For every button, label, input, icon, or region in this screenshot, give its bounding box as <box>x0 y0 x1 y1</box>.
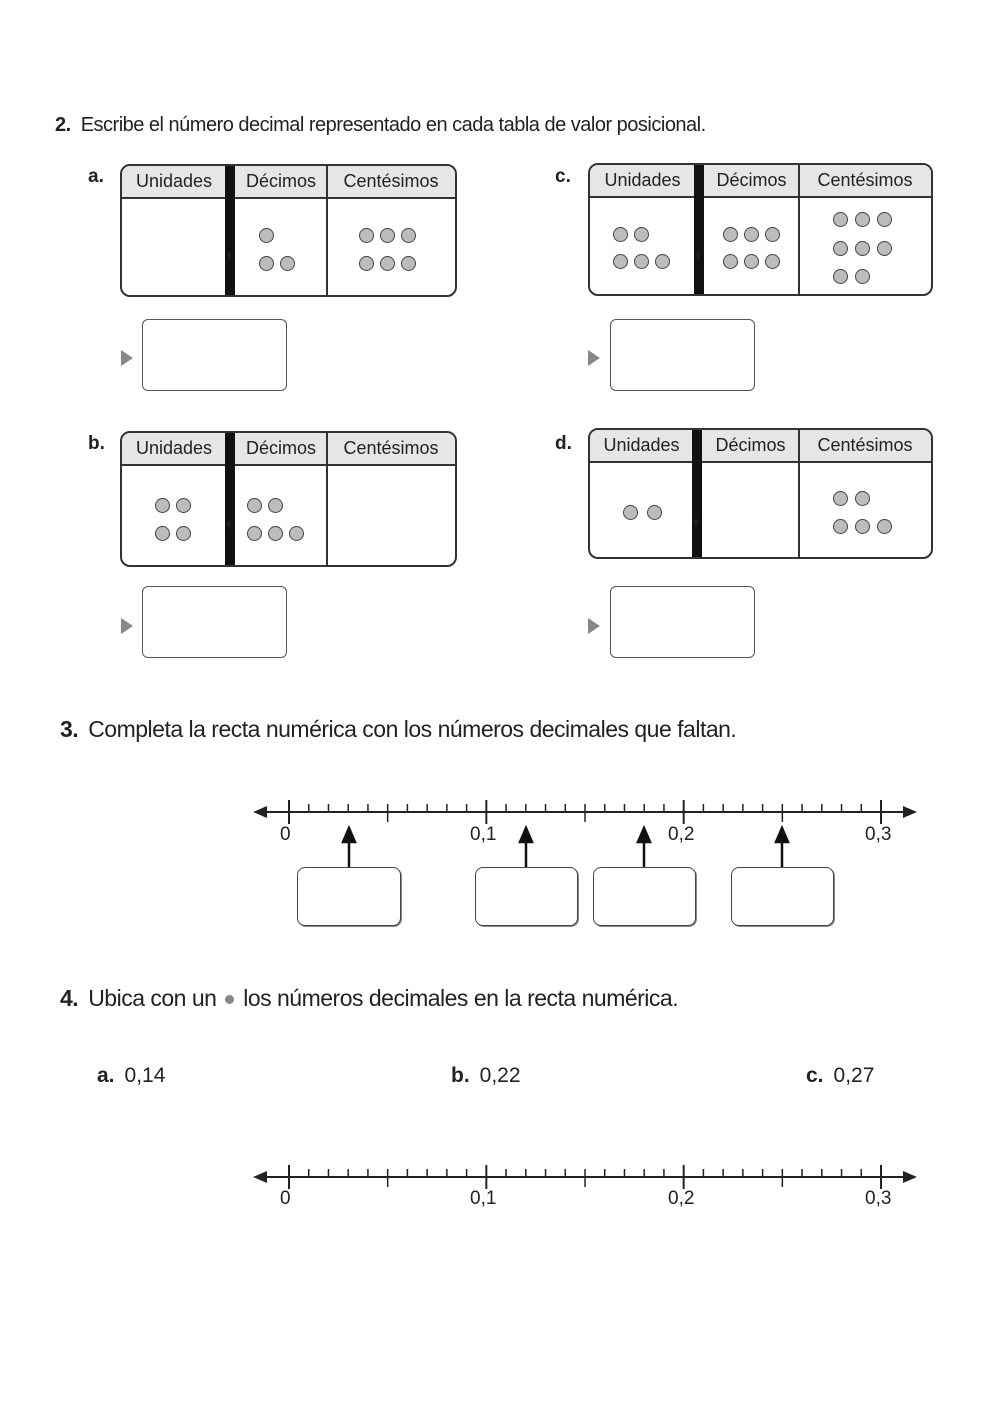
decimal-separator-bar <box>225 166 235 295</box>
counter-dot <box>176 498 191 513</box>
dot-marker-icon <box>225 995 234 1004</box>
place-value-table-b <box>120 431 457 567</box>
counter-dot <box>877 519 892 534</box>
q4-item-c <box>806 1064 874 1088</box>
place-value-table-d <box>588 428 933 559</box>
counter-dot <box>155 526 170 541</box>
q4-item-b-letter: b. <box>451 1064 470 1087</box>
q4-item-a-letter: a. <box>97 1064 115 1087</box>
counter-dot <box>623 505 638 520</box>
up-arrow-icon <box>776 828 788 842</box>
counter-dot <box>833 519 848 534</box>
q2-letter-c: c. <box>555 166 571 187</box>
column-divider <box>798 165 800 294</box>
q2-letter-d: d. <box>555 433 572 454</box>
counter-dot <box>765 227 780 242</box>
counter-dot <box>359 256 374 271</box>
play-marker-icon <box>588 350 600 366</box>
counter-dot <box>744 227 759 242</box>
header-unidades: Unidades <box>135 438 213 458</box>
place-value-table-a <box>120 164 457 297</box>
place-value-table-c <box>588 163 933 296</box>
header-decimos: Décimos <box>715 435 786 455</box>
answer-input-c[interactable] <box>610 319 755 391</box>
header-unidades: Unidades <box>135 171 213 191</box>
right-arrow-icon <box>903 1171 917 1183</box>
header-centesimos: Centésimos <box>817 435 913 455</box>
counter-dot <box>289 526 304 541</box>
counter-dot <box>380 228 395 243</box>
counter-dot <box>855 241 870 256</box>
counter-dot <box>877 212 892 227</box>
counter-dot <box>176 526 191 541</box>
q2-title <box>55 114 706 137</box>
counter-dot <box>833 241 848 256</box>
counter-dot <box>833 212 848 227</box>
tick-label-0-1: 0,1 <box>470 1188 497 1209</box>
counter-dot <box>634 254 649 269</box>
up-arrow-icon <box>638 828 650 842</box>
up-arrow-icon <box>343 828 355 842</box>
counter-dot <box>359 228 374 243</box>
decimal-comma: , <box>693 503 700 528</box>
counter-dot <box>401 228 416 243</box>
tick-label-0-3: 0,3 <box>865 1188 892 1209</box>
counter-dot <box>855 269 870 284</box>
column-divider <box>326 166 328 295</box>
header-centesimos: Centésimos <box>817 170 913 190</box>
counter-dot <box>380 256 395 271</box>
tick-label-0: 0 <box>280 1188 291 1209</box>
decimal-comma: , <box>226 236 233 261</box>
counter-dot <box>259 228 274 243</box>
q4-number: 4. <box>60 985 79 1011</box>
counter-dot <box>877 241 892 256</box>
counter-dot <box>613 227 628 242</box>
header-centesimos: Centésimos <box>343 438 439 458</box>
counter-dot <box>268 498 283 513</box>
q2-letter-b: b. <box>88 433 105 454</box>
header-centesimos: Centésimos <box>343 171 439 191</box>
q4-item-c-letter: c. <box>806 1064 824 1087</box>
header-decimos: Décimos <box>245 438 316 458</box>
tick-label-0-3: 0,3 <box>865 824 892 845</box>
play-marker-icon <box>121 350 133 366</box>
counter-dot <box>855 212 870 227</box>
counter-dot <box>247 526 262 541</box>
header-unidades: Unidades <box>603 435 680 455</box>
counter-dot <box>833 269 848 284</box>
answer-input-b[interactable] <box>142 586 287 658</box>
missing-number-input-3[interactable] <box>593 867 696 926</box>
counter-dot <box>247 498 262 513</box>
decimal-separator-bar <box>225 433 235 565</box>
header-decimos: Décimos <box>245 171 316 191</box>
q4-item-a <box>97 1064 165 1088</box>
counter-dot <box>655 254 670 269</box>
decimal-comma: , <box>695 235 702 260</box>
tick-label-0-1: 0,1 <box>470 824 497 845</box>
counter-dot <box>765 254 780 269</box>
counter-dot <box>855 491 870 506</box>
left-arrow-icon <box>253 806 267 818</box>
counter-dot <box>723 254 738 269</box>
play-marker-icon <box>121 618 133 634</box>
q4-title <box>60 985 678 1012</box>
missing-number-input-4[interactable] <box>731 867 834 926</box>
column-divider <box>326 433 328 565</box>
up-arrow-icon <box>520 828 532 842</box>
q4-item-b <box>451 1064 521 1088</box>
tick-label-0-2: 0,2 <box>668 824 695 845</box>
column-divider <box>798 430 800 557</box>
q4-text-after: los números decimales en la recta numérica. <box>243 985 679 1011</box>
q3-number: 3. <box>60 716 79 742</box>
counter-dot <box>744 254 759 269</box>
decimal-separator-bar <box>692 430 702 557</box>
q2-text: Escribe el número decimal representado en cada tabla de valor posicional. <box>80 114 706 136</box>
counter-dot <box>634 227 649 242</box>
answer-input-d[interactable] <box>610 586 755 658</box>
left-arrow-icon <box>253 1171 267 1183</box>
play-marker-icon <box>588 618 600 634</box>
q2-letter-a: a. <box>88 166 104 187</box>
q4-text-before: Ubica con un <box>88 985 217 1011</box>
counter-dot <box>833 491 848 506</box>
header-unidades: Unidades <box>604 170 681 190</box>
right-arrow-icon <box>903 806 917 818</box>
q3-text: Completa la recta numérica con los números decimales que faltan. <box>88 716 737 742</box>
counter-dot <box>723 227 738 242</box>
q2-number: 2. <box>55 114 71 136</box>
decimal-comma: , <box>226 505 233 530</box>
counter-dot <box>855 519 870 534</box>
missing-number-input-1[interactable] <box>297 867 401 926</box>
q4-item-a-value: 0,14 <box>124 1064 166 1087</box>
decimal-separator-bar <box>694 165 704 294</box>
tick-label-0: 0 <box>280 824 291 845</box>
q4-item-c-value: 0,27 <box>833 1064 875 1087</box>
q3-title <box>60 716 736 743</box>
counter-dot <box>259 256 274 271</box>
header-decimos: Décimos <box>716 170 787 190</box>
q4-item-b-value: 0,22 <box>479 1064 521 1087</box>
pointer-arrows <box>0 820 1000 870</box>
counter-dot <box>647 505 662 520</box>
counter-dot <box>613 254 628 269</box>
counter-dot <box>155 498 170 513</box>
counter-dot <box>280 256 295 271</box>
tick-label-0-2: 0,2 <box>668 1188 695 1209</box>
counter-dot <box>401 256 416 271</box>
counter-dot <box>268 526 283 541</box>
answer-input-a[interactable] <box>142 319 287 391</box>
number-line-q4[interactable] <box>0 1155 1000 1225</box>
missing-number-input-2[interactable] <box>475 867 578 926</box>
